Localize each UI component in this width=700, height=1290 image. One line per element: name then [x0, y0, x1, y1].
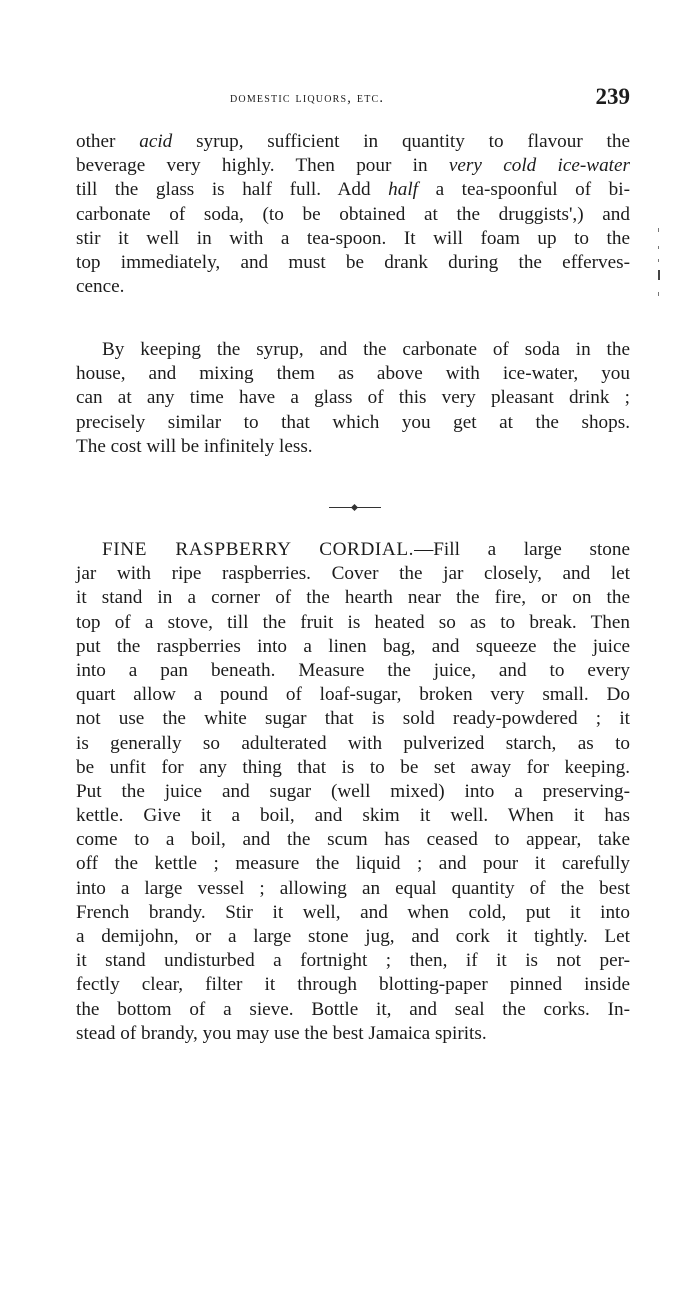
text-line: it stand undisturbed a fortnight ; then, if it is not per-: [76, 950, 630, 972]
paragraph-soda-syrup: [76, 338, 630, 459]
text-line: be unfit for any thing that is to be set away for keeping.: [76, 756, 630, 778]
text-line: jar with ripe raspberries. Cover the jar closely, and let: [76, 563, 630, 585]
text-line: put the raspberries into a linen bag, and squeeze the juice: [76, 635, 630, 657]
text-line: stead of brandy, you may use the best Jamaica spirits.: [76, 1022, 487, 1044]
text-line: into a pan beneath. Measure the juice, and to every: [76, 659, 630, 681]
recipe-first-line: FINE RASPBERRY CORDIAL.—Fill a large stone: [102, 539, 630, 560]
scan-speck: [658, 228, 659, 232]
section-divider: [329, 503, 381, 513]
scan-speck: [658, 292, 659, 296]
text-line: precisely similar to that which you get at the shops.: [76, 411, 630, 433]
text-line: fectly clear, filter it through blotting-paper pinned inside: [76, 974, 630, 996]
running-title: domestic liquors, etc.: [230, 90, 385, 106]
text-line: till the glass is half full. Add half a tea-spoonful of bi-: [76, 179, 630, 201]
text-line: kettle. Give it a boil, and skim it well. When it has: [76, 805, 630, 827]
text-line: come to a boil, and the scum has ceased to appear, take: [76, 829, 630, 851]
text-line: the bottom of a sieve. Bottle it, and seal the corks. In-: [76, 998, 630, 1020]
text-line: into a large vessel ; allowing an equal quantity of the best: [76, 877, 630, 899]
diamond-ornament-icon: [351, 504, 358, 511]
scan-margin-marks: [654, 228, 664, 320]
italic-text: acid: [139, 131, 173, 152]
running-head: [76, 84, 630, 114]
text-line: The cost will be infinitely less.: [76, 435, 313, 457]
text-line: can at any time have a glass of this very pleasant drink ;: [76, 387, 630, 409]
recipe-raspberry-cordial: [76, 538, 630, 1046]
text-line: carbonate of soda, (to be obtained at the druggists',) and: [76, 203, 630, 225]
text-line: beverage very highly. Then pour in very cold ice-water: [76, 155, 630, 177]
italic-text: very cold ice-water: [448, 155, 630, 177]
text-line: top of a stove, till the fruit is heated so as to break. Then: [76, 611, 630, 633]
scan-speck: [658, 259, 659, 262]
text-line: it stand in a corner of the hearth near the fire, or on the: [76, 587, 630, 609]
text-line: house, and mixing them as above with ice-water, you: [76, 363, 630, 385]
text-line: off the kettle ; measure the liquid ; and pour it carefully: [76, 853, 630, 875]
text-line: other acid syrup, sufficient in quantity to flavour the: [76, 131, 630, 152]
text-line: French brandy. Stir it well, and when cold, put it into: [76, 901, 630, 923]
paragraph-continued: [76, 130, 630, 299]
text-line: is generally so adulterated with pulverized starch, as to: [76, 732, 630, 754]
scan-speck: [658, 246, 659, 249]
text-line: top immediately, and must be drank during the efferves-: [76, 251, 630, 273]
text-line: a demijohn, or a large stone jug, and cork it tightly. Let: [76, 926, 630, 947]
text-line: quart allow a pound of loaf-sugar, broken very small. Do: [76, 684, 630, 706]
italic-text: half: [388, 179, 419, 201]
text-line: cence.: [76, 276, 125, 298]
page-number: 239: [595, 84, 630, 109]
scan-speck: [658, 270, 660, 280]
recipe-title: FINE RASPBERRY CORDIAL.: [102, 539, 415, 560]
text-line: not use the white sugar that is sold ready-powdered ; it: [76, 708, 630, 730]
text-line: By keeping the syrup, and the carbonate of soda in the: [102, 339, 630, 360]
text-line: stir it well in with a tea-spoon. It will foam up to the: [76, 227, 630, 249]
text-line: Put the juice and sugar (well mixed) into a preserving-: [76, 780, 630, 802]
